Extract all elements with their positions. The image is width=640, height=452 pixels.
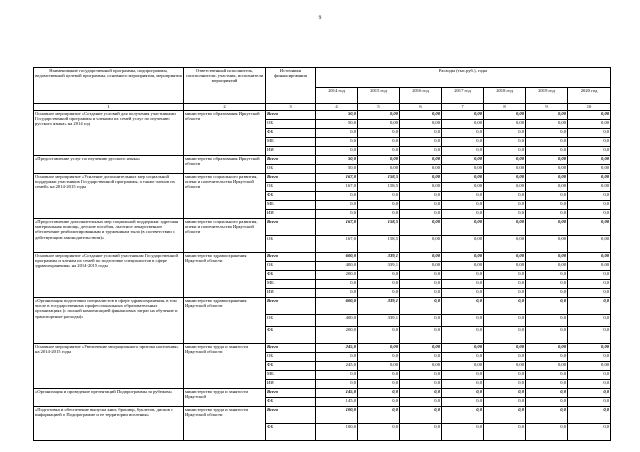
expense-value: 0,00 — [358, 111, 400, 120]
funding-source: ФБ — [266, 327, 316, 344]
expense-value: 0,0 — [568, 298, 611, 315]
expense-value: 0,0 — [526, 407, 568, 424]
expense-value: 0,0 — [526, 129, 568, 138]
expense-value: 0,00 — [568, 156, 611, 165]
funding-source: Всего — [266, 407, 316, 424]
expense-value: 0,0 — [484, 138, 526, 147]
expense-value: 0,0 — [484, 380, 526, 389]
header-name: Наименование государственной программы, подпрограммы, ведомственной целевой программы, основного мероприятия, мероприятия — [34, 68, 184, 104]
expense-value: 0,00 — [400, 183, 442, 192]
activity-name: «Предоставление услуг по изучению русского языка» — [34, 156, 184, 174]
expense-value: 0,0 — [442, 327, 484, 344]
expense-value: 0,0 — [442, 129, 484, 138]
activity-name: «Организация подготовки специалистов в сфере здравоохранения, в том числе в государственных профессиональных образовательных организациях (с полной компенсацией финансовых затрат на обучение и транспортные расходы)» — [34, 298, 184, 344]
funding-source: МБ — [266, 280, 316, 289]
expense-value: 0,0 — [526, 280, 568, 289]
expense-value: 50,0 — [316, 111, 358, 120]
expense-value: 0,0 — [442, 380, 484, 389]
expense-value: 0,0 — [442, 147, 484, 156]
expense-value: 0,00 — [442, 120, 484, 129]
expense-value: 0,00 — [526, 111, 568, 120]
table-row — [34, 407, 611, 424]
expense-value: 0,0 — [442, 407, 484, 424]
expense-value: 0,0 — [442, 271, 484, 280]
expense-value: 0,0 — [400, 147, 442, 156]
expense-value: 0,0 — [484, 389, 526, 398]
expense-value: 158,5 — [358, 183, 400, 192]
expense-value: 158,5 — [358, 174, 400, 183]
expense-value: 0,0 — [442, 138, 484, 147]
expense-value: 0,0 — [526, 353, 568, 362]
expense-value: 0,0 — [400, 371, 442, 380]
funding-source: Всего — [266, 253, 316, 262]
expense-value: 0,0 — [358, 289, 400, 298]
expense-value: 0,0 — [400, 280, 442, 289]
expense-value: 0,00 — [484, 219, 526, 236]
expense-value: 0,0 — [484, 327, 526, 344]
expense-value: 0,00 — [484, 344, 526, 353]
expense-value: 0,00 — [484, 262, 526, 271]
expense-value: 0,00 — [526, 362, 568, 371]
expense-value: 0,0 — [568, 210, 611, 219]
column-number: 4 — [316, 104, 358, 111]
header-year: 2015 год — [358, 88, 400, 104]
expense-value: 0,0 — [358, 380, 400, 389]
funding-source: ФБ — [266, 398, 316, 407]
expense-value: 0,0 — [442, 298, 484, 315]
expense-value: 0,00 — [568, 236, 611, 253]
header-expenses: Расходы (тыс.руб.), годы — [316, 68, 611, 88]
expense-value: 0,0 — [526, 138, 568, 147]
funding-source: ИИ — [266, 289, 316, 298]
expense-value: 0,0 — [442, 210, 484, 219]
budget-table — [33, 67, 611, 441]
expense-value: 0,0 — [316, 371, 358, 380]
expense-value: 0,00 — [400, 111, 442, 120]
expense-value: 0,0 — [400, 407, 442, 424]
expense-value: 0,0 — [526, 371, 568, 380]
expense-value: 0,00 — [568, 111, 611, 120]
table-row — [34, 298, 611, 315]
expense-value: 0,0 — [568, 147, 611, 156]
expense-value: 600,0 — [316, 253, 358, 262]
expense-value: 339,1 — [358, 298, 400, 315]
expense-value: 0,0 — [358, 389, 400, 398]
expense-value: 0,0 — [568, 407, 611, 424]
page-number: 9 — [318, 15, 322, 21]
expense-value: 0,00 — [484, 253, 526, 262]
expense-value: 0,0 — [358, 271, 400, 280]
expense-value: 0,0 — [442, 371, 484, 380]
expense-value: 0,0 — [568, 192, 611, 201]
expense-value: 0,0 — [442, 192, 484, 201]
funding-source: ФБ — [266, 129, 316, 138]
activity-name: Основное мероприятие «Создание условий участникам Государственной программы и членам их семей по подготовке специалистов в сфере здравоохранения» на 2014-2015 годы — [34, 253, 184, 298]
funding-source: Всего — [266, 344, 316, 353]
expense-value: 0,0 — [442, 289, 484, 298]
expense-value: 0,0 — [484, 315, 526, 327]
expense-value: 0,00 — [442, 165, 484, 174]
header-sources: Источники финансирования — [266, 68, 316, 104]
expense-value: 0,0 — [526, 192, 568, 201]
expense-value: 400,0 — [316, 315, 358, 327]
expense-value: 0,00 — [484, 156, 526, 165]
expense-value: 0,00 — [568, 165, 611, 174]
funding-source: ОБ — [266, 120, 316, 129]
expense-value: 0,0 — [316, 147, 358, 156]
expense-value: 50,0 — [316, 156, 358, 165]
column-number: 10 — [568, 104, 611, 111]
expense-value: 0,0 — [568, 129, 611, 138]
expense-value: 167,0 — [316, 183, 358, 192]
column-number: 3 — [266, 104, 316, 111]
expense-value: 0,0 — [316, 280, 358, 289]
expense-value: 0,00 — [568, 262, 611, 271]
table-row — [34, 174, 611, 183]
expense-value: 0,0 — [358, 371, 400, 380]
expense-value: 0,00 — [568, 344, 611, 353]
funding-source: Всего — [266, 298, 316, 315]
funding-source: ОБ — [266, 353, 316, 362]
table-row — [34, 344, 611, 353]
expense-value: 339,1 — [358, 315, 400, 327]
header-year: 2018 год — [484, 88, 526, 104]
funding-source: ФБ — [266, 271, 316, 280]
column-number: 8 — [484, 104, 526, 111]
expense-value: 0,0 — [484, 147, 526, 156]
expense-value: 339,1 — [358, 253, 400, 262]
header-year: 2014 год — [316, 88, 358, 104]
expense-value: 0,0 — [400, 389, 442, 398]
funding-source: ОБ — [266, 183, 316, 192]
expense-value: 0,00 — [442, 174, 484, 183]
expense-value: 0,0 — [526, 389, 568, 398]
funding-source: МБ — [266, 371, 316, 380]
expense-value: 0,0 — [358, 398, 400, 407]
expense-value: 0,0 — [358, 138, 400, 147]
expense-value: 600,0 — [316, 298, 358, 315]
activity-executor: министерство образования Иркутской области — [184, 156, 266, 174]
expense-value: 0,0 — [568, 424, 611, 441]
expense-value: 0,0 — [358, 353, 400, 362]
expense-value: 0,0 — [316, 129, 358, 138]
expense-value: 0,0 — [568, 389, 611, 398]
expense-value: 0,00 — [442, 262, 484, 271]
expense-value: 0,0 — [526, 147, 568, 156]
expense-value: 0,00 — [358, 165, 400, 174]
expense-value: 0,00 — [442, 344, 484, 353]
expense-value: 0,0 — [400, 192, 442, 201]
expense-value: 0,00 — [568, 362, 611, 371]
funding-source: ИИ — [266, 380, 316, 389]
expense-value: 0,00 — [358, 156, 400, 165]
expense-value: 0,00 — [358, 120, 400, 129]
activity-executor: министерство здравоохранения Иркутской области — [184, 253, 266, 298]
funding-source: ФБ — [266, 362, 316, 371]
expense-value: 0,0 — [484, 210, 526, 219]
expense-value: 0,0 — [316, 380, 358, 389]
expense-value: 0,00 — [400, 362, 442, 371]
expense-value: 0,0 — [568, 398, 611, 407]
expense-value: 0,0 — [526, 398, 568, 407]
activity-name: Основное мероприятие «Увеличение миграционного притока населения» на 2014-2015 годы — [34, 344, 184, 389]
budget-table-body — [34, 111, 611, 441]
expense-value: 0,0 — [526, 327, 568, 344]
expense-value: 0,0 — [442, 424, 484, 441]
expense-value: 0,00 — [484, 120, 526, 129]
funding-source: Всего — [266, 156, 316, 165]
expense-value: 0,00 — [400, 120, 442, 129]
expense-value: 0,00 — [400, 174, 442, 183]
expense-value: 0,0 — [568, 353, 611, 362]
expense-value: 0,0 — [400, 353, 442, 362]
expense-value: 0,00 — [442, 183, 484, 192]
activity-name: Основное мероприятие «Усиление дополнительных мер социальной поддержки участников Государственной программы, а также членов их семей» на 2014-2015 годы — [34, 174, 184, 219]
expense-value: 245,0 — [316, 344, 358, 353]
table-row — [34, 389, 611, 398]
expense-value: 0,0 — [316, 289, 358, 298]
expense-value: 0,00 — [526, 262, 568, 271]
expense-value: 0,0 — [358, 280, 400, 289]
funding-source: ОБ — [266, 262, 316, 271]
expense-value: 50,0 — [316, 120, 358, 129]
activity-executor: министерство труда и занятости Иркутской области — [184, 407, 266, 441]
funding-source: ИИ — [266, 147, 316, 156]
expense-value: 245,0 — [316, 362, 358, 371]
expense-value: 0,00 — [442, 219, 484, 236]
expense-value: 0,00 — [442, 111, 484, 120]
expense-value: 167,0 — [316, 219, 358, 236]
expense-value: 0,0 — [526, 298, 568, 315]
expense-value: 0,0 — [568, 138, 611, 147]
expense-value: 0,0 — [400, 201, 442, 210]
expense-value: 0,00 — [484, 183, 526, 192]
funding-source: ИИ — [266, 210, 316, 219]
expense-value: 0,0 — [568, 371, 611, 380]
expense-value: 0,0 — [400, 271, 442, 280]
expense-value: 0,00 — [526, 219, 568, 236]
expense-value: 0,00 — [526, 165, 568, 174]
expense-value: 0,0 — [442, 389, 484, 398]
expense-value: 0,0 — [400, 298, 442, 315]
header-year: 2019 год — [526, 88, 568, 104]
expense-value: 0,0 — [484, 271, 526, 280]
expense-value: 0,0 — [400, 289, 442, 298]
funding-source: МБ — [266, 138, 316, 147]
expense-value: 0,00 — [484, 165, 526, 174]
expense-value: 0,0 — [316, 192, 358, 201]
expense-value: 0,0 — [526, 271, 568, 280]
expense-value: 0,0 — [358, 147, 400, 156]
expense-value: 400,0 — [316, 262, 358, 271]
expense-value: 0,00 — [400, 262, 442, 271]
expense-value: 0,0 — [358, 201, 400, 210]
expense-value: 200,0 — [316, 271, 358, 280]
funding-source: ФБ — [266, 424, 316, 441]
activity-executor: министерство труда и занятости Иркутской — [184, 389, 266, 407]
expense-value: 0,00 — [526, 120, 568, 129]
expense-value: 0,0 — [568, 289, 611, 298]
expense-value: 0,0 — [568, 380, 611, 389]
expense-value: 0,0 — [484, 289, 526, 298]
expense-value: 0,00 — [484, 174, 526, 183]
expense-value: 0,0 — [568, 201, 611, 210]
expense-value: 0,0 — [568, 327, 611, 344]
activity-name: «Организация и проведение презентаций Подпрограммы за рубежом» — [34, 389, 184, 407]
expense-value: 0,00 — [526, 344, 568, 353]
expense-value: 0,0 — [400, 327, 442, 344]
expense-value: 0,0 — [484, 398, 526, 407]
expense-value: 0,0 — [568, 280, 611, 289]
expense-value: 0,00 — [442, 362, 484, 371]
activity-executor: министерство социального развития, опеки и попечительства Иркутской области — [184, 174, 266, 219]
expense-value: 0,0 — [568, 271, 611, 280]
activity-name: «Подготовка и обеспечение выпуска книг, брошюр, буклетов, дисков с информацией о Подпрограмме и ее территории вселения» — [34, 407, 184, 441]
expense-value: 0,0 — [358, 327, 400, 344]
expense-value: 0,00 — [484, 362, 526, 371]
expense-value: 0,00 — [526, 253, 568, 262]
expense-value: 0,00 — [568, 120, 611, 129]
expense-value: 0,0 — [358, 129, 400, 138]
expense-value: 0,0 — [400, 380, 442, 389]
expense-value: 0,0 — [484, 201, 526, 210]
expense-value: 0,0 — [400, 129, 442, 138]
expense-value: 0,0 — [358, 424, 400, 441]
expense-value: 0,00 — [568, 253, 611, 262]
expense-value: 0,00 — [484, 111, 526, 120]
expense-value: 0,00 — [568, 183, 611, 192]
expense-value: 0,0 — [526, 315, 568, 327]
expense-value: 0,0 — [442, 201, 484, 210]
expense-value: 0,0 — [484, 353, 526, 362]
expense-value: 0,0 — [316, 210, 358, 219]
expense-value: 0,0 — [526, 210, 568, 219]
funding-source: Всего — [266, 219, 316, 236]
expense-value: 0,0 — [526, 201, 568, 210]
expense-value: 0,00 — [400, 236, 442, 253]
expense-value: 0,0 — [526, 380, 568, 389]
funding-source: ФБ — [266, 192, 316, 201]
expense-value: 50,0 — [316, 165, 358, 174]
expense-value: 0,0 — [484, 407, 526, 424]
expense-value: 0,0 — [484, 129, 526, 138]
funding-source: Всего — [266, 111, 316, 120]
column-number: 9 — [526, 104, 568, 111]
header-year: 2016 год — [400, 88, 442, 104]
expense-value: 0,0 — [400, 424, 442, 441]
activity-executor: министерство здравоохранения Иркутской области — [184, 298, 266, 344]
expense-value: 0,00 — [358, 362, 400, 371]
expense-value: 0,00 — [442, 156, 484, 165]
expense-value: 0,0 — [400, 398, 442, 407]
activity-name: Основное мероприятие «Создание условий для получения участниками Государственной программы и членами их семей услуг по изучению русского языка» на 2014 год — [34, 111, 184, 156]
expense-value: 0,0 — [484, 192, 526, 201]
expense-value: 0,00 — [442, 253, 484, 262]
expense-value: 0,0 — [358, 210, 400, 219]
expense-value: 0,00 — [526, 156, 568, 165]
expense-value: 0,00 — [568, 219, 611, 236]
expense-value: 0,00 — [400, 253, 442, 262]
table-row — [34, 156, 611, 165]
expense-value: 0,0 — [442, 315, 484, 327]
column-number: 6 — [400, 104, 442, 111]
expense-value: 0,0 — [484, 280, 526, 289]
expense-value: 0,0 — [400, 315, 442, 327]
funding-source: ОБ — [266, 165, 316, 174]
expense-value: 145,0 — [316, 398, 358, 407]
expense-value: 0,00 — [400, 165, 442, 174]
expense-value: 0,00 — [442, 236, 484, 253]
funding-source: Всего — [266, 389, 316, 398]
expense-value: 0,0 — [442, 353, 484, 362]
expense-value: 339,1 — [358, 262, 400, 271]
expense-value: 0,00 — [400, 219, 442, 236]
expense-value: 0,00 — [400, 156, 442, 165]
expense-value: 0,00 — [358, 344, 400, 353]
header-year: 2020 год — [568, 88, 611, 104]
column-number: 2 — [184, 104, 266, 111]
expense-value: 0,0 — [526, 289, 568, 298]
table-row — [34, 111, 611, 120]
activity-executor: министерство социального развития, опеки и попечительства Иркутской области — [184, 219, 266, 253]
expense-value: 0,0 — [316, 201, 358, 210]
funding-source: МБ — [266, 201, 316, 210]
column-number: 7 — [442, 104, 484, 111]
expense-value: 0,0 — [484, 424, 526, 441]
table-row — [34, 253, 611, 262]
expense-value: 0,0 — [442, 280, 484, 289]
expense-value: 0,0 — [316, 138, 358, 147]
funding-source: ОБ — [266, 315, 316, 327]
expense-value: 100,0 — [316, 407, 358, 424]
expense-value: 0,0 — [442, 398, 484, 407]
expense-value: 0,00 — [526, 236, 568, 253]
activity-name: «Предоставление дополнительных мер социальной поддержки: адресная материальная помощь, детские пособия, льготное лекарственное обеспечение реабилитированным и труженикам тыла (в соответствии с действующим законодательством)» — [34, 219, 184, 253]
expense-value: 167,0 — [316, 236, 358, 253]
column-number: 1 — [34, 104, 184, 111]
expense-value: 0,0 — [568, 315, 611, 327]
expense-value: 145,0 — [316, 389, 358, 398]
expense-value: 100,0 — [316, 424, 358, 441]
expense-value: 0,0 — [400, 138, 442, 147]
activity-executor: министерство образования Иркутской области — [184, 111, 266, 156]
expense-value: 158,5 — [358, 219, 400, 236]
expense-value: 167,0 — [316, 174, 358, 183]
expense-value: 0,00 — [526, 174, 568, 183]
funding-source: Всего — [266, 174, 316, 183]
expense-value: 0,0 — [358, 407, 400, 424]
expense-value: 0,0 — [484, 298, 526, 315]
expense-value: 0,0 — [400, 210, 442, 219]
expense-value: 0,0 — [316, 353, 358, 362]
expense-value: 0,0 — [358, 192, 400, 201]
column-number: 5 — [358, 104, 400, 111]
expense-value: 0,00 — [400, 344, 442, 353]
expense-value: 0,00 — [484, 236, 526, 253]
expense-value: 200,0 — [316, 327, 358, 344]
activity-executor: министерство труда и занятости Иркутской области — [184, 344, 266, 389]
header-executor: Ответственный исполнитель, соисполнители, участник, исполнители мероприятий — [184, 68, 266, 104]
expense-value: 0,0 — [484, 371, 526, 380]
expense-value: 158,5 — [358, 236, 400, 253]
funding-source: ОБ — [266, 236, 316, 253]
expense-value: 0,00 — [526, 183, 568, 192]
expense-value: 0,00 — [568, 174, 611, 183]
header-year: 2017 год — [442, 88, 484, 104]
expense-value: 0,0 — [526, 424, 568, 441]
table-row — [34, 219, 611, 236]
